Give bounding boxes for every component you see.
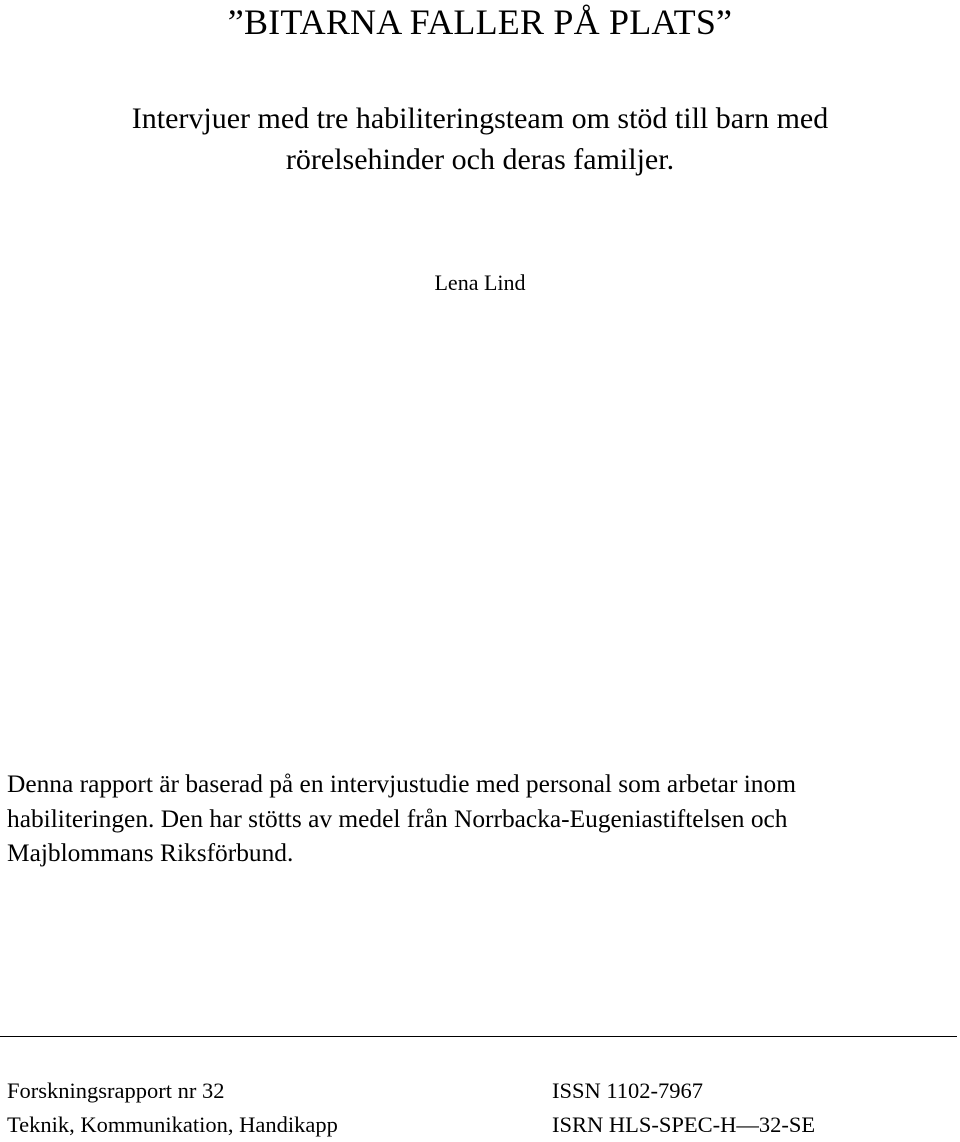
footer-right-column — [552, 1074, 952, 1142]
author-name: Lena Lind — [434, 270, 526, 295]
abstract-paragraph — [7, 767, 952, 871]
abstract-line-1: Denna rapport är baserad på en intervjustudie med personal som arbetar inom — [7, 770, 796, 798]
department-name: Teknik, Kommunikation, Handikapp — [7, 1112, 338, 1137]
report-series: Forskningsrapport nr 32 — [7, 1078, 225, 1103]
abstract-line-2: habiliteringen. Den har stötts av medel från Norrbacka-Eugeniastiftelsen och — [7, 804, 788, 833]
document-title: ”BITARNA FALLER PÅ PLATS” — [227, 2, 733, 42]
subtitle-line-2: rörelsehinder och deras familjer. — [285, 143, 675, 176]
issn-number: ISSN 1102-7967 — [552, 1078, 704, 1103]
abstract-line-3: Majblommans Riksförbund. — [7, 839, 294, 867]
footer-divider — [0, 1036, 957, 1037]
isrn-number: ISRN HLS-SPEC-H—32-SE — [552, 1112, 816, 1137]
document-subtitle — [0, 98, 960, 180]
footer-left-column — [7, 1074, 527, 1142]
subtitle-line-1: Intervjuer med tre habiliteringsteam om stöd till barn med — [131, 102, 829, 135]
